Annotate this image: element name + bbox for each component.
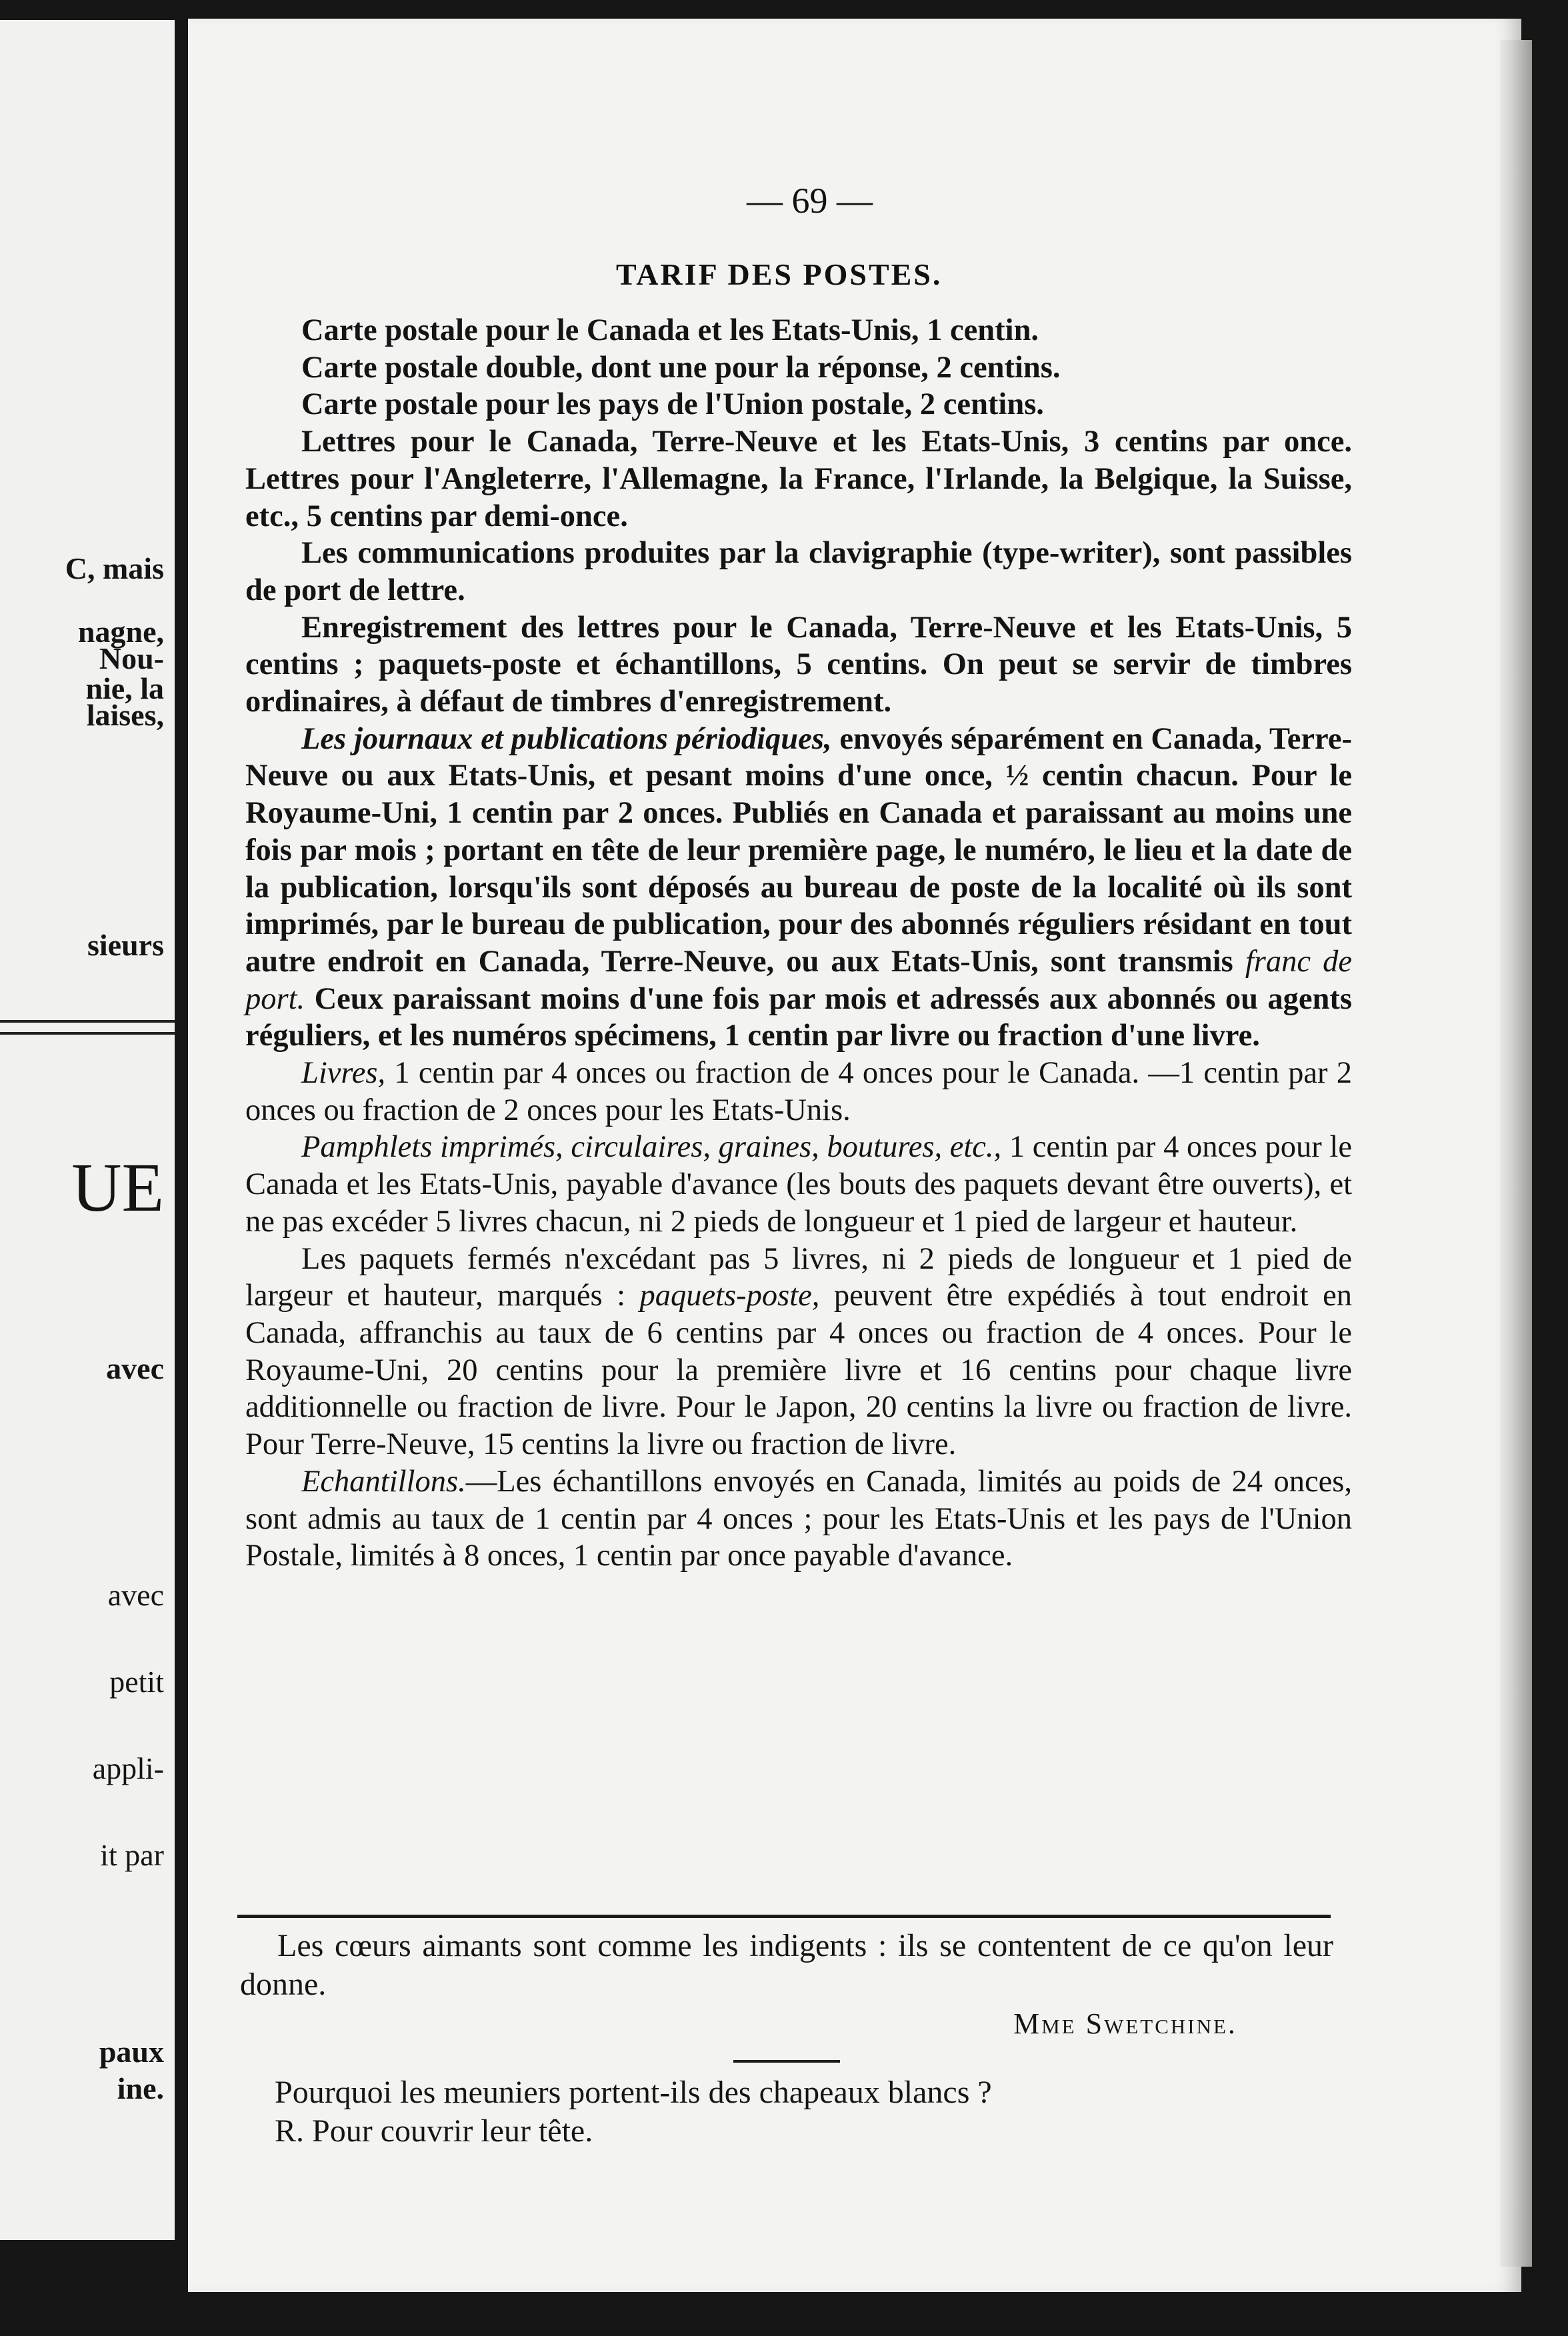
emphasis-franc-de-port: franc de port.: [245, 944, 1353, 1016]
short-divider: [733, 2060, 840, 2063]
facing-page-fragment: Nou-: [99, 641, 164, 675]
facing-page-fragment: laises,: [86, 698, 164, 732]
riddle: [275, 2073, 1341, 2151]
page-edge: [1500, 40, 1532, 2267]
section-divider: [237, 1915, 1331, 1918]
paragraph-parcels: [245, 1241, 1352, 1463]
facing-page-fragment: petit: [109, 1665, 164, 1699]
paragraph-typewriter: Les communications produites par la clavigraphie (type-writer), sont passibles de port de lettre.: [245, 536, 1352, 607]
emphasis-parcels: paquets-poste,: [639, 1279, 820, 1313]
paragraph-registration: Enregistrement des lettres pour le Canada, Terre-Neuve et les Etats-Unis, 5 centins ; paquets-poste et échantillons, 5 centins. On peut se servir de timbres ordinaires, à défaut de timbres d'enregistrement.: [245, 610, 1352, 719]
text-books: 1 centin par 4 onces ou fraction de 4 onces pour le Canada. —1 centin par 2 onces ou fraction de 2 onces pour les Etats-Unis.: [245, 1056, 1352, 1127]
facing-page-fragment: C, mais: [65, 551, 164, 585]
facing-page-fragment: nagne,: [77, 615, 164, 649]
text-newspapers-b: Ceux paraissant moins d'une fois par mois et adressés aux abonnés ou agents réguliers, et les numéros spécimens, 1 centin par livre ou fraction d'une livre.: [245, 981, 1352, 1053]
facing-page-fragment: avec: [106, 1351, 164, 1385]
paragraph-pamphlets: [245, 1129, 1352, 1240]
page-title: TARIF DES POSTES.: [616, 257, 943, 291]
page-number: — 69 —: [747, 181, 873, 221]
emphasis-samples: Echantillons.: [301, 1464, 466, 1499]
paragraph-letters: Lettres pour le Canada, Terre-Neuve et les Etats-Unis, 3 centins par once. Lettres pour l'Angleterre, l'Allemagne, la France, l'Irlande, la Belgique, la Suisse, etc., 5 centins par demi-once.: [245, 425, 1352, 533]
facing-page-fragment: sieurs: [87, 928, 164, 962]
facing-page-fragment: ine.: [117, 2071, 164, 2105]
paragraph-newspapers: [245, 721, 1352, 1055]
facing-page-rule: [0, 1020, 175, 1023]
postal-tariff-body: [245, 312, 1352, 1575]
riddle-question: Pourquoi les meuniers portent-ils des chapeaux blancs ?: [275, 2075, 992, 2110]
text-samples: —Les échantillons envoyés en Canada, limités au poids de 24 onces, sont admis au taux de 1 centin par 4 onces ; pour les Etats-Unis et les pays de l'Union Postale, limités à 8 onces, 1 centin par once payable d'avance.: [245, 1464, 1352, 1573]
facing-page-fragment: it par: [100, 1838, 164, 1872]
paragraph-books: [245, 1055, 1352, 1129]
text-pamphlets: 1 centin par 4 onces pour le Canada et les Etats-Unis, payable d'avance (les bouts des paquets devant être ouverts), et ne pas excéder 5 livres chacun, ni 2 pieds de longueur et 1 pied de largeur et hauteur.: [245, 1130, 1352, 1239]
facing-page-fragment: nie, la: [85, 671, 164, 705]
paragraph-double-postcard: Carte postale double, dont une pour la réponse, 2 centins.: [301, 350, 1061, 385]
emphasis-pamphlets: Pamphlets imprimés, circulaires, graines, boutures, etc.,: [301, 1130, 1002, 1165]
paragraph-union-postcard: Carte postale pour les pays de l'Union postale, 2 centins.: [301, 387, 1044, 422]
text-parcels-a: Les paquets fermés n'excédant pas 5 livres, ni 2 pieds de longueur et 1 pied de largeur et hauteur, marqués :: [245, 1241, 1352, 1313]
facing-page-fragment: UE: [71, 1149, 164, 1226]
text-newspapers-a: envoyés séparément en Canada, Terre-Neuve ou aux Etats-Unis, et pesant moins d'une once, ½ centin chacun. Pour le Royaume-Uni, 1 centin par 2 onces. Publiés en Canada et paraissant au moins une fois par mois ; portant en tête de leur première page, le numéro, le lieu et la date de la publication, lorsqu'ils sont déposés au bureau de poste de la localité où ils sont imprimés, par le bureau de publication, pour des abonnés réguliers résidant en tout autre endroit en Canada, Terre-Neuve, ou aux Etats-Unis, sont transmis: [245, 721, 1352, 979]
facing-page-fragment: appli-: [92, 1751, 164, 1785]
quote-text: Les cœurs aimants sont comme les indigents : ils se contentent de ce qu'on leur donne.: [240, 1928, 1333, 2002]
riddle-answer: R. Pour couvrir leur tête.: [275, 2113, 593, 2149]
facing-page-rule: [0, 1032, 175, 1035]
facing-page-fragment: paux: [99, 2035, 164, 2069]
paragraph-postcard: Carte postale pour le Canada et les Etats-Unis, 1 centin.: [301, 313, 1039, 347]
text-parcels-b: peuvent être expédiés à tout endroit en Canada, affranchis au taux de 6 centins par 4 onces ou fraction de 4 onces. Pour le Royaume-Uni, 20 centins pour la première livre et 16 centins pour chaque livre additionnelle ou fraction de livre. Pour le Japon, 20 centins la livre ou fraction de livre. Pour Terre-Neuve, 15 centins la livre ou fraction de livre.: [245, 1279, 1353, 1462]
emphasis-newspapers: Les journaux et publications périodiques,: [301, 721, 832, 756]
quote-author: Mme Swetchine.: [1013, 2007, 1237, 2040]
paragraph-samples: [245, 1463, 1352, 1575]
facing-page-fragment: avec: [107, 1578, 164, 1612]
facing-page: [0, 20, 175, 2240]
quote: [240, 1927, 1333, 2004]
emphasis-books: Livres,: [301, 1056, 386, 1091]
